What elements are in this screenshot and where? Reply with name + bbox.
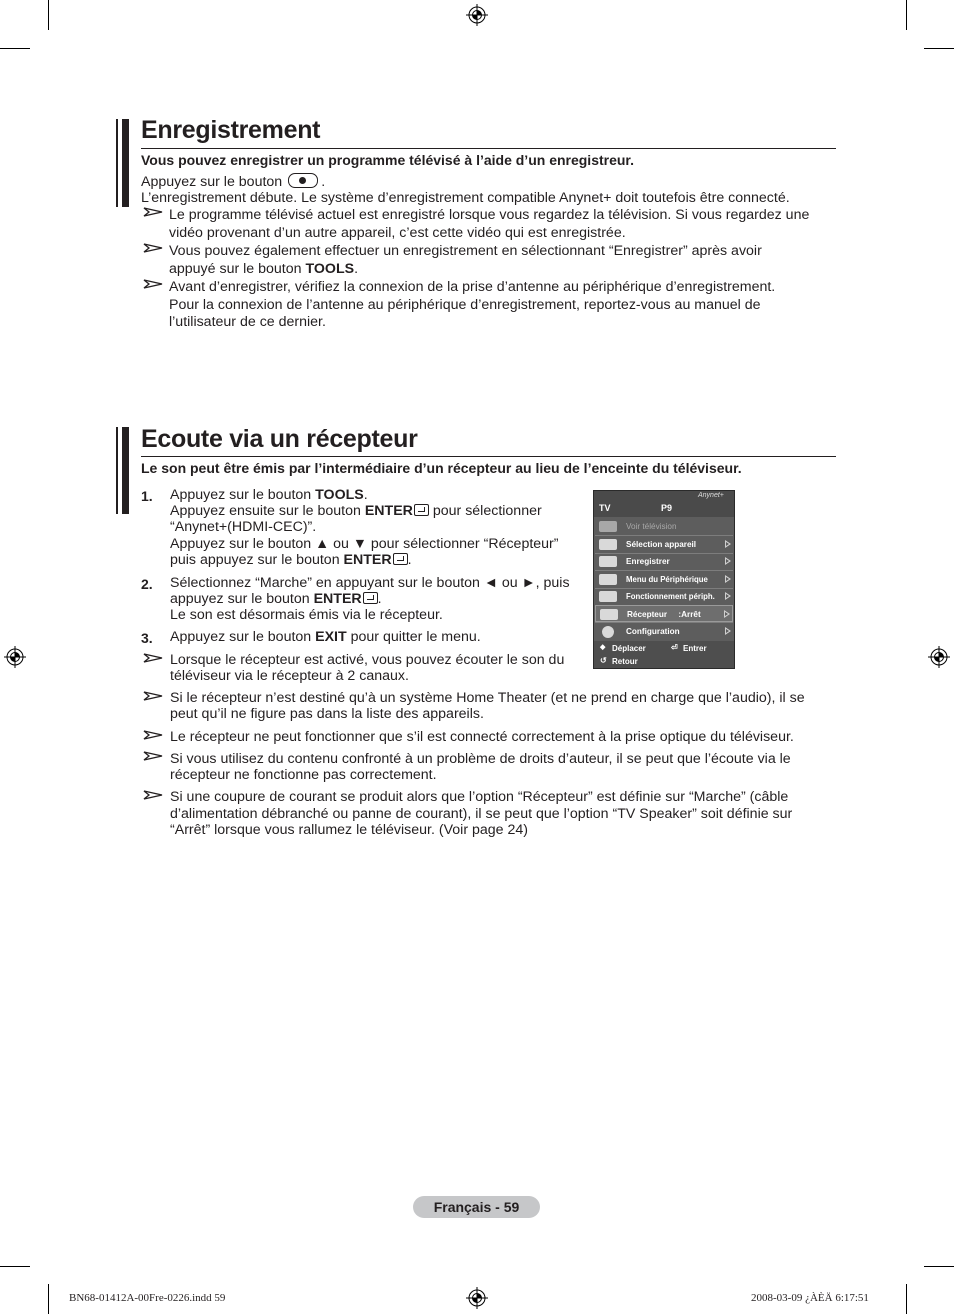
tv-icon [599, 521, 617, 532]
text: puis appuyez sur le bouton [170, 552, 344, 568]
step-text [170, 503, 542, 520]
receiver-icon [600, 609, 618, 620]
paragraph-line: L’enregistrement débute. Le système d’enregistrement compatible Anynet+ doit toutefois être connecté. [141, 190, 790, 206]
section-intro: Le son peut être émis par l’intermédiaire d’un récepteur au lieu de l’enceinte du téléviseur. [141, 460, 742, 476]
note-text: Si vous utilisez du contenu confronté à un problème de droits d’auteur, il se peut que l’écoute via le [170, 751, 791, 767]
osd-item-label: Fonctionnement périph. [626, 592, 715, 601]
osd-item-selection-appareil[interactable] [595, 536, 733, 553]
section-bar [116, 427, 118, 514]
text: EXIT [315, 629, 347, 645]
text: Appuyez ensuite sur le bouton [170, 503, 365, 519]
step-text [170, 591, 382, 608]
note-text: Avant d’enregistrer, vérifiez la connexion de la prise d’antenne au périphérique d’enregistrement. [169, 279, 776, 295]
osd-item-fonctionnement-periph[interactable] [595, 588, 733, 605]
note-text: Le récepteur ne peut fonctionner que s’il est connecté correctement à la prise optique du téléviseur. [170, 729, 794, 745]
step-text: Le son est désormais émis via le récepteur. [170, 607, 443, 623]
osd-item-label: Enregistrer [626, 557, 670, 566]
note-arrow-icon [143, 207, 163, 217]
gear-icon [602, 626, 614, 638]
move-icon: ◆ [600, 644, 606, 651]
text: pour quitter le menu. [346, 629, 481, 645]
step-number: 2. [141, 576, 153, 592]
note-arrow-icon [143, 653, 163, 663]
step-text [170, 629, 481, 646]
enter-icon: ⏎ [671, 643, 678, 652]
crop-mark [0, 48, 30, 49]
note-text: téléviseur via le récepteur à 2 canaux. [170, 668, 409, 684]
record-icon [599, 556, 617, 567]
device-operation-icon [599, 591, 617, 602]
print-slug-left: BN68-01412A-00Fre-0226.indd 59 [69, 1292, 226, 1304]
step-number: 3. [141, 630, 153, 646]
osd-item-configuration[interactable] [595, 623, 733, 640]
device-select-icon [599, 539, 617, 550]
text: . [377, 591, 382, 607]
osd-channel: P9 [661, 503, 673, 513]
text: TOOLS [315, 487, 364, 503]
note-text: d’alimentation débranché ou panne de courant), il se peut que l’option “TV Speaker” soit définie sur [170, 806, 793, 822]
crop-mark [48, 0, 49, 30]
osd-move-label: Déplacer [612, 644, 646, 653]
note-text: Vous pouvez également effectuer un enregistrement en sélectionnant “Enregistrer” après avoir [169, 243, 762, 259]
registration-mark-icon [466, 4, 488, 26]
note-text: “Arrêt” lorsque vous rallumez le téléviseur. (Voir page 24) [170, 822, 528, 838]
osd-footer [594, 641, 734, 668]
registration-mark-icon [4, 646, 26, 668]
text: Appuyez sur le bouton [170, 629, 316, 645]
crop-mark [924, 48, 954, 49]
step-text: Sélectionnez “Marche” en appuyant sur le bouton ◄ ou ►, puis [170, 575, 570, 591]
note-text: Pour la connexion de l’antenne au périphérique d’enregistrement, reportez-vous au manuel de [169, 297, 761, 313]
section-rule [141, 148, 836, 149]
section-bar [116, 119, 118, 207]
note-text: Si une coupure de courant se produit alors que l’option “Récepteur” est définie sur “Marche” (câble [170, 789, 789, 805]
note-arrow-icon [143, 243, 163, 253]
enter-icon [363, 592, 378, 604]
note-arrow-icon [143, 279, 163, 289]
section-intro: Vous pouvez enregistrer un programme télévisé à l’aide d’un enregistreur. [141, 152, 635, 168]
text: pour sélectionner [428, 503, 542, 519]
section-rule [141, 456, 836, 457]
record-button-icon [288, 173, 318, 188]
arrow-right-icon [725, 540, 731, 548]
text: ENTER [364, 503, 413, 519]
crop-mark [0, 1266, 30, 1267]
note-arrow-icon [143, 751, 163, 761]
note-arrow-icon [143, 790, 163, 800]
osd-item-label: Récepteur :Arrêt [627, 610, 701, 619]
osd-enter-label: Entrer [683, 644, 707, 653]
arrow-right-icon [725, 627, 731, 635]
osd-item-label: Configuration [626, 627, 680, 636]
osd-header [594, 491, 734, 517]
text: ENTER [313, 591, 362, 607]
note-text: Si le récepteur n’est destiné qu’à un système Home Theater (et ne prend en charge que l’audio), il se [170, 690, 805, 706]
text: . [321, 174, 326, 190]
osd-item-recepteur[interactable] [595, 605, 733, 622]
page-number-badge: Français - 59 [413, 1196, 540, 1218]
device-menu-icon [599, 574, 617, 585]
print-slug-right: 2008-03-09 ¿ÀÈÄ 6:17:51 [751, 1292, 869, 1304]
enter-icon [414, 504, 429, 516]
arrow-right-icon [725, 557, 731, 565]
return-icon: ↺ [600, 656, 607, 665]
note-text [169, 261, 358, 278]
text: Appuyez sur le bouton [170, 487, 316, 503]
crop-mark [48, 1284, 49, 1314]
note-text: récepteur ne fonctionne pas correctement. [170, 767, 437, 783]
osd-item-label: Sélection appareil [626, 540, 697, 549]
osd-item-label: Voir télévision [626, 522, 677, 531]
osd-item-voir-television[interactable] [595, 518, 733, 535]
registration-mark-icon [928, 646, 950, 668]
crop-mark [906, 1284, 907, 1314]
section-title: Ecoute via un récepteur [141, 425, 418, 453]
note-text: peut qu’il ne figure pas dans la liste des appareils. [170, 706, 484, 722]
note-text: l’utilisateur de ce dernier. [169, 314, 326, 330]
note-text: Lorsque le récepteur est activé, vous pouvez écouter le son du [170, 652, 565, 668]
section-bar [122, 119, 129, 207]
osd-item-menu-peripherique[interactable] [595, 571, 733, 588]
text: TOOLS [305, 261, 355, 277]
osd-back-label: Retour [612, 657, 638, 666]
crop-mark [906, 0, 907, 30]
enter-icon [393, 553, 408, 565]
text: appuyé sur le bouton [169, 261, 306, 277]
arrow-right-icon [725, 592, 731, 600]
step-text [170, 487, 368, 504]
osd-source: TV [599, 503, 611, 513]
arrow-right-icon [725, 575, 731, 583]
text: Appuyez sur le bouton [141, 174, 283, 190]
note-text: vidéo provenant d’un autre appareil, c’est cette vidéo qui est enregistrée. [169, 225, 626, 241]
registration-mark-icon [466, 1287, 488, 1309]
text: appuyez sur le bouton [170, 591, 314, 607]
paragraph-line [141, 173, 325, 191]
text: . [363, 487, 368, 503]
step-number: 1. [141, 488, 153, 504]
anynet-osd-menu [593, 490, 735, 669]
note-arrow-icon [143, 730, 163, 740]
section-bar [122, 427, 129, 514]
step-text: “Anynet+(HDMI-CEC)”. [170, 519, 317, 535]
step-text [170, 552, 412, 569]
osd-item-enregistrer[interactable] [595, 553, 733, 570]
note-text: Le programme télévisé actuel est enregistré lorsque vous regardez la télévision. Si vous regardez une [169, 207, 810, 223]
arrow-right-icon [724, 610, 730, 618]
text: . [354, 261, 359, 277]
step-text: Appuyez sur le bouton ▲ ou ▼ pour sélectionner “Récepteur” [170, 536, 559, 552]
text: ENTER [343, 552, 392, 568]
section-title: Enregistrement [141, 116, 321, 144]
crop-mark [924, 1266, 954, 1267]
osd-item-label: Menu du Périphérique [626, 575, 708, 584]
text: . [407, 552, 412, 568]
note-arrow-icon [143, 691, 163, 701]
anynet-logo: Anynet+ [698, 492, 724, 499]
